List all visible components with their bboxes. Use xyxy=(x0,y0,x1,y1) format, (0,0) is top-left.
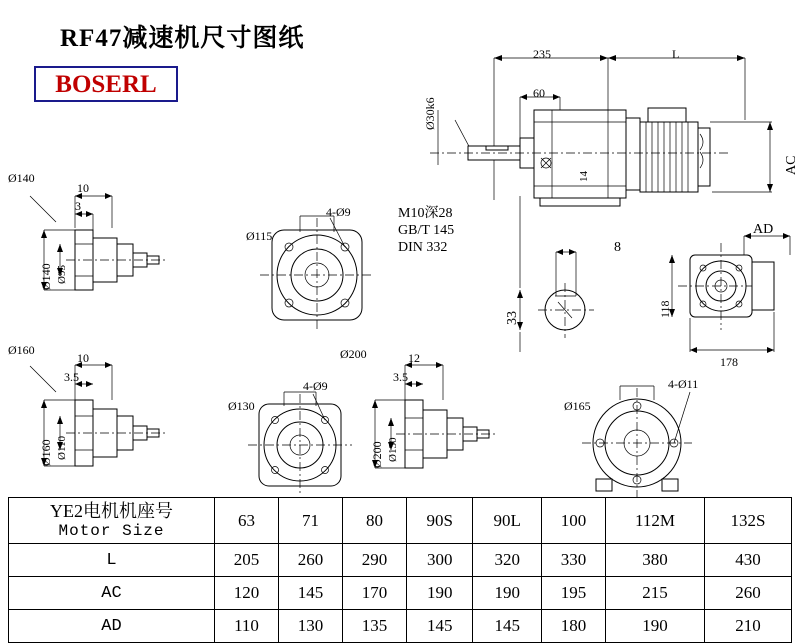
label-d160-depth-a: 10 xyxy=(77,351,89,365)
cell-AC-100: 195 xyxy=(541,577,605,610)
row-label-AD: AD xyxy=(9,610,215,643)
label-d115-outer: Ø115 xyxy=(246,229,273,243)
cell-L-71: 260 xyxy=(279,544,343,577)
label-d140-depth-a: 10 xyxy=(77,181,89,195)
dim-33: 33 xyxy=(505,311,520,325)
col-header-112m: 112M xyxy=(606,498,705,544)
label-d160-outer: Ø160 xyxy=(8,343,35,357)
cell-AD-90s: 145 xyxy=(407,610,473,643)
label-d140-side: Ø140 xyxy=(39,263,53,290)
cell-L-112m: 380 xyxy=(606,544,705,577)
label-d160-side: Ø160 xyxy=(39,439,53,466)
table-row xyxy=(9,577,792,610)
brand-logo-text: BOSERL xyxy=(55,70,157,98)
cell-AC-80: 170 xyxy=(343,577,407,610)
cell-AC-132s: 260 xyxy=(705,577,792,610)
label-d200-outer: Ø200 xyxy=(340,347,367,361)
cell-L-63: 205 xyxy=(215,544,279,577)
label-d140-bore: Ø95 xyxy=(56,265,68,284)
col-header-71: 71 xyxy=(279,498,343,544)
dim-shaft-key: 14 xyxy=(578,171,590,182)
dim-key-width: 8 xyxy=(614,240,621,255)
label-d200-depth-b: 3.5 xyxy=(393,370,408,384)
cell-AD-71: 130 xyxy=(279,610,343,643)
dim-118: 118 xyxy=(658,300,672,318)
row-label-L: L xyxy=(9,544,215,577)
cell-L-132s: 430 xyxy=(705,544,792,577)
cell-AC-90s: 190 xyxy=(407,577,473,610)
table-header-cn: YE2电机机座号 xyxy=(50,501,173,521)
cell-L-100: 330 xyxy=(541,544,605,577)
dim-235: 235 xyxy=(533,47,551,61)
label-d165-holes: 4-Ø11 xyxy=(668,377,699,391)
label-d165-outer: Ø165 xyxy=(564,399,591,413)
table-row xyxy=(9,544,792,577)
cell-AD-112m: 190 xyxy=(606,610,705,643)
dim-AD: AD xyxy=(753,222,774,237)
label-d140-depth-b: 3 xyxy=(75,199,81,213)
label-d200-bore: Ø130 xyxy=(387,437,399,462)
dim-AC: AC xyxy=(784,155,799,175)
table-header-en: Motor Size xyxy=(58,521,165,540)
table-header-cell xyxy=(9,498,215,544)
cell-AC-112m: 215 xyxy=(606,577,705,610)
dim-60: 60 xyxy=(533,86,545,100)
dim-178: 178 xyxy=(720,355,738,369)
cell-AC-90l: 190 xyxy=(473,577,542,610)
label-d115-holes: 4-Ø9 xyxy=(326,205,351,219)
cell-AD-80: 135 xyxy=(343,610,407,643)
cell-AD-132s: 210 xyxy=(705,610,792,643)
cell-AC-71: 145 xyxy=(279,577,343,610)
label-d130-holes: 4-Ø9 xyxy=(303,379,328,393)
cell-L-90l: 320 xyxy=(473,544,542,577)
col-header-100: 100 xyxy=(541,498,605,544)
note-m10: M10深28 xyxy=(398,206,453,221)
note-din332: DIN 332 xyxy=(398,240,448,255)
cell-AD-90l: 145 xyxy=(473,610,542,643)
label-d140-outer: Ø140 xyxy=(8,171,35,185)
col-header-90s: 90S xyxy=(407,498,473,544)
label-d200-depth-a: 12 xyxy=(408,351,420,365)
col-header-80: 80 xyxy=(343,498,407,544)
page-title: RF47减速机尺寸图纸 xyxy=(60,25,305,52)
cell-AC-63: 120 xyxy=(215,577,279,610)
label-d160-depth-b: 3.5 xyxy=(64,370,79,384)
cell-L-90s: 300 xyxy=(407,544,473,577)
label-d200-side: Ø200 xyxy=(370,441,384,468)
dim-shaft-dia: Ø30k6 xyxy=(423,97,437,130)
motor-size-table xyxy=(8,497,792,643)
cell-AD-100: 180 xyxy=(541,610,605,643)
label-d130-outer: Ø130 xyxy=(228,399,255,413)
cell-L-80: 290 xyxy=(343,544,407,577)
table-header-row xyxy=(9,498,792,544)
cell-AD-63: 110 xyxy=(215,610,279,643)
col-header-132s: 132S xyxy=(705,498,792,544)
dim-L: L xyxy=(672,47,680,61)
col-header-90l: 90L xyxy=(473,498,542,544)
label-d160-bore: Ø110 xyxy=(56,435,68,460)
table-row xyxy=(9,610,792,643)
row-label-AC: AC xyxy=(9,577,215,610)
col-header-63: 63 xyxy=(215,498,279,544)
note-gbt145: GB/T 145 xyxy=(398,223,455,238)
